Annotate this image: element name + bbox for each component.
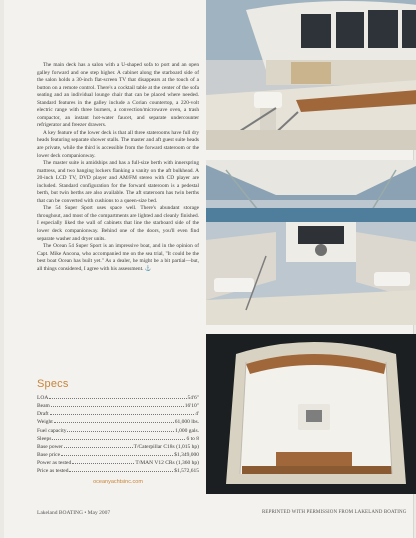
article-body <box>37 62 199 273</box>
article-paragraph: The main deck has a salon with a U-shaped sofa to port and an open galley forward and one step higher. A cabinet along the starboard side of the salon holds a 30-inch flat-screen TV that disappears at the touch of a button on a remote control. There's a cocktail table at the center of the sofa seating and an individual lounge chair that can be placed where needed. Standard features in the galley include a Corian countertop, a 220-volt electric range with three burners, a convection/microwave oven, a trash compactor, an instant hot-water faucet, and separate undercounter refrigerator and freezer drawers. <box>37 62 199 129</box>
footer-publication <box>37 510 110 516</box>
photo-cockpit <box>206 334 416 494</box>
spec-row <box>37 451 199 459</box>
leader-dots <box>49 398 186 399</box>
leader-dots <box>61 455 173 456</box>
spec-label: LOA <box>37 395 49 401</box>
spec-label: Price as tested <box>37 468 69 475</box>
spec-label: Fuel capacity <box>37 427 67 434</box>
spec-value: $1,349,000 <box>174 452 199 459</box>
aft-deck-illustration <box>206 0 416 150</box>
spec-label: Sleeps <box>37 435 52 442</box>
spec-label: Weight <box>37 419 53 426</box>
leader-dots <box>51 406 184 407</box>
spec-row <box>37 443 199 451</box>
footer-separator: • <box>84 510 88 516</box>
leader-dots <box>67 431 174 432</box>
article-paragraph: The 54 Super Sport uses space well. There's abundant storage throughout, and most of the compartments are lighted and cleanly finished. I especially liked the wall of cabinets that line the starboard side of the lower deck companionway. Behind one of the doors, you'll even find separate washer and dryer units. <box>37 205 199 242</box>
leader-dots <box>54 422 174 423</box>
cockpit-illustration <box>206 334 416 494</box>
spec-value: 61,000 lbs. <box>174 419 199 426</box>
publication-name: Lakeland BOATING <box>37 510 83 516</box>
magazine-page <box>4 0 414 538</box>
spec-row <box>37 418 199 426</box>
spec-row <box>37 467 199 475</box>
article-paragraph: The Ocean 54 Super Sport is an impressive boat, and in the opinion of Capt. Mike Ancona, who accompanied me on the sea trial, "It could be the best boat Ocean has built yet." As a dealer, he might be a bit partial—but, all things considered, I agree with his assessment. ⚓ <box>37 243 199 272</box>
photo-aft-deck <box>206 0 416 150</box>
spec-row <box>37 435 199 443</box>
spec-label: Draft <box>37 411 49 418</box>
photo-flybridge <box>206 160 416 325</box>
spec-row <box>37 427 199 435</box>
spec-value: T/Caterpillar C18s (1,015 hp) <box>133 443 199 450</box>
spec-label: Base price <box>37 452 61 459</box>
spec-row <box>37 394 199 402</box>
spec-value: T/MAN V12 CRs (1,360 hp) <box>135 460 199 467</box>
reprint-notice: REPRINTED WITH PERMISSION FROM LAKELAND BOATING <box>262 510 407 515</box>
leader-dots <box>64 447 133 448</box>
spec-value: 6 to 8 <box>186 435 199 442</box>
leader-dots <box>72 463 134 464</box>
spec-value: $1,572,615 <box>174 468 199 475</box>
spec-label: Base power <box>37 443 63 450</box>
spec-value: 4' <box>195 411 199 418</box>
spec-row <box>37 402 199 410</box>
spec-value: 54'6" <box>187 395 199 401</box>
website-link[interactable]: oceanyachtsinc.com <box>93 479 143 485</box>
specs-heading: Specs <box>37 378 69 390</box>
article-paragraph: The master suite is amidships and has a full-size berth with innerspring mattress, and two hanging lockers flanking a vanity on the aft bulkhead. A 20-inch LCD TV, DVD player and AM/FM stereo with CD player are included. Standard configuration for the forward stateroom is a pedestal berth, but twin berths are also available. The aft stateroom has twin berths that can be converted with cushions to a queen-size bed. <box>37 160 199 204</box>
leader-dots <box>52 439 185 440</box>
leader-dots <box>50 414 195 415</box>
spec-row <box>37 459 199 467</box>
spec-label: Beam <box>37 403 50 410</box>
spec-value: 16'10" <box>184 403 199 410</box>
spec-value: 1,000 gals. <box>175 427 199 434</box>
spec-label: Power as tested <box>37 460 72 467</box>
issue-date: May 2007 <box>87 510 111 516</box>
spec-row <box>37 410 199 418</box>
flybridge-illustration <box>206 160 416 325</box>
specs-table <box>37 394 199 476</box>
article-paragraph: A key feature of the lower deck is that all three staterooms have full dry heads featuring separate shower stalls. The master and aft guest suite heads are private, while the third is accessible from the forward stateroom or the lower deck companionway. <box>37 129 199 159</box>
leader-dots <box>69 471 173 472</box>
